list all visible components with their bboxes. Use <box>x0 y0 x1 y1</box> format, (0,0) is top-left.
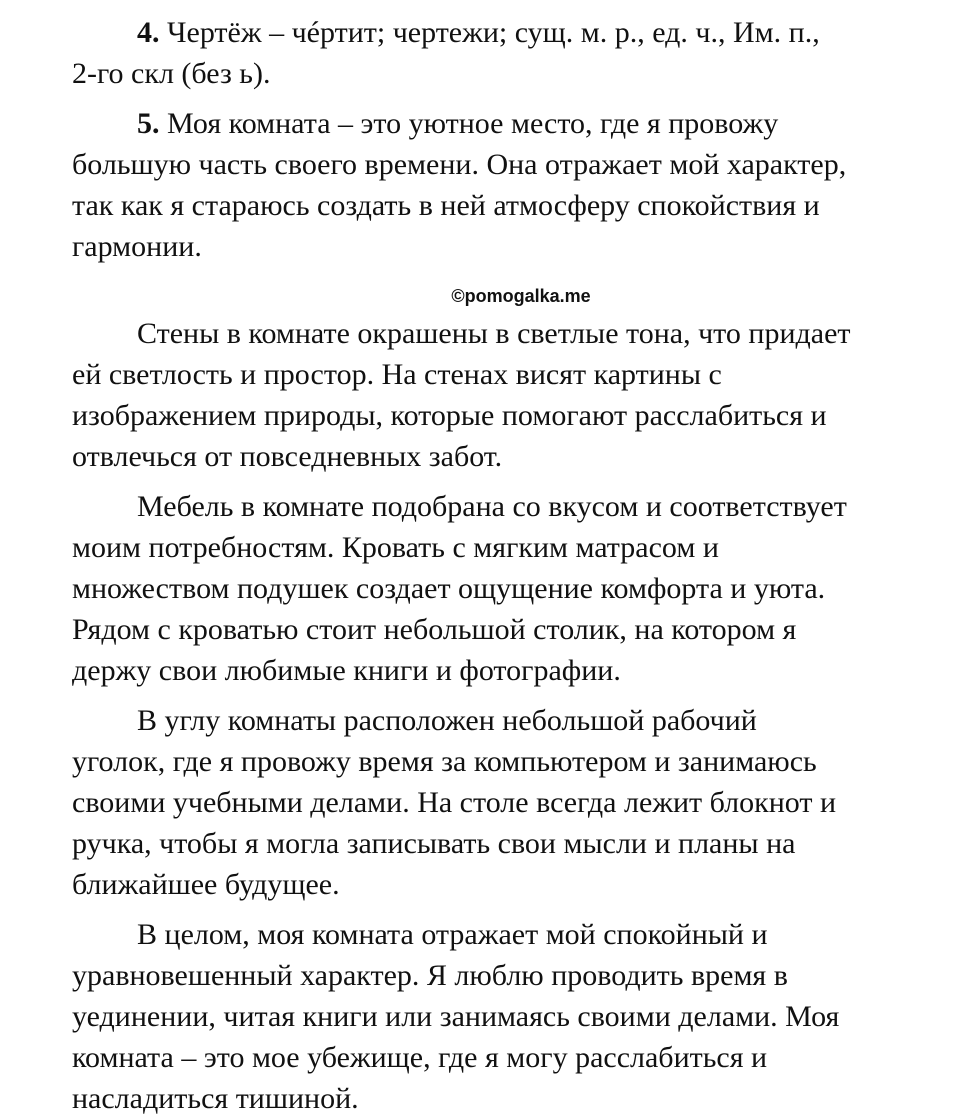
paragraph-line: множеством подушек создает ощущение комфорта и уюта. <box>72 572 826 605</box>
spacer <box>72 905 930 914</box>
item-4-line-1 <box>72 12 930 53</box>
paragraph-line: уединении, читая книги или занимаясь своими делами. Моя <box>72 1000 840 1033</box>
spacer <box>72 94 930 103</box>
paragraph-line: держу свои любимые книги и фотографии. <box>72 654 621 687</box>
paragraph-line: своими учебными делами. На столе всегда лежит блокнот и <box>72 786 837 819</box>
paragraph-line: уравновешенный характер. Я люблю проводить время в <box>72 959 788 992</box>
spacer <box>72 691 930 700</box>
paragraph-line: ручка, чтобы я могла записывать свои мысли и планы на <box>72 827 796 860</box>
watermark: ©pomogalka.me <box>451 286 591 306</box>
item-5-text-1: Моя комната – это уютное место, где я провожу <box>159 107 779 140</box>
paragraph-line: уголок, где я провожу время за компьютером и занимаюсь <box>72 745 817 778</box>
paragraph-workspace <box>72 700 930 905</box>
paragraph-conclusion <box>72 914 930 1119</box>
paragraph-furniture <box>72 486 930 691</box>
item-4-text-1: Чертёж – чéртит; чертежи; сущ. м. р., ед. ч., Им. п., <box>159 16 820 49</box>
paragraph-line: комната – это мое убежище, где я могу расслабиться и <box>72 1041 768 1074</box>
paragraph-line: В углу комнаты расположен небольшой рабочий <box>137 704 757 737</box>
item-4-paragraph <box>72 12 930 94</box>
paragraph-line: изображением природы, которые помогают расслабиться и <box>72 399 827 432</box>
paragraph-line: ближайшее будущее. <box>72 868 340 901</box>
item-5-line-1 <box>72 103 930 144</box>
paragraph-line: моим потребностям. Кровать с мягким матрасом и <box>72 531 719 564</box>
paragraph-line: Мебель в комнате подобрана со вкусом и соответствует <box>137 490 847 523</box>
paragraph-line: насладиться тишиной. <box>72 1082 359 1115</box>
item-5-line-4: гармонии. <box>72 230 202 263</box>
paragraph-walls <box>72 313 930 477</box>
item-5-line-3: так как я стараюсь создать в ней атмосферу спокойствия и <box>72 189 820 222</box>
paragraph-line: ей светлость и простор. На стенах висят картины с <box>72 358 722 391</box>
document-page <box>72 12 930 1119</box>
paragraph-line: Стены в комнате окрашены в светлые тона, что придает <box>137 317 851 350</box>
item-5-number: 5. <box>137 107 160 140</box>
item-5-paragraph <box>72 103 930 267</box>
item-5-line-2: большую часть своего времени. Она отражает мой характер, <box>72 148 847 181</box>
item-4-number: 4. <box>137 16 160 49</box>
spacer <box>72 477 930 486</box>
item-4-line-2: 2-го скл (без ь). <box>72 57 271 90</box>
paragraph-line: Рядом с кроватью стоит небольшой столик, на котором я <box>72 613 797 646</box>
paragraph-line: отвлечься от повседневных забот. <box>72 440 503 473</box>
paragraph-line: В целом, моя комната отражает мой спокойный и <box>137 918 768 951</box>
